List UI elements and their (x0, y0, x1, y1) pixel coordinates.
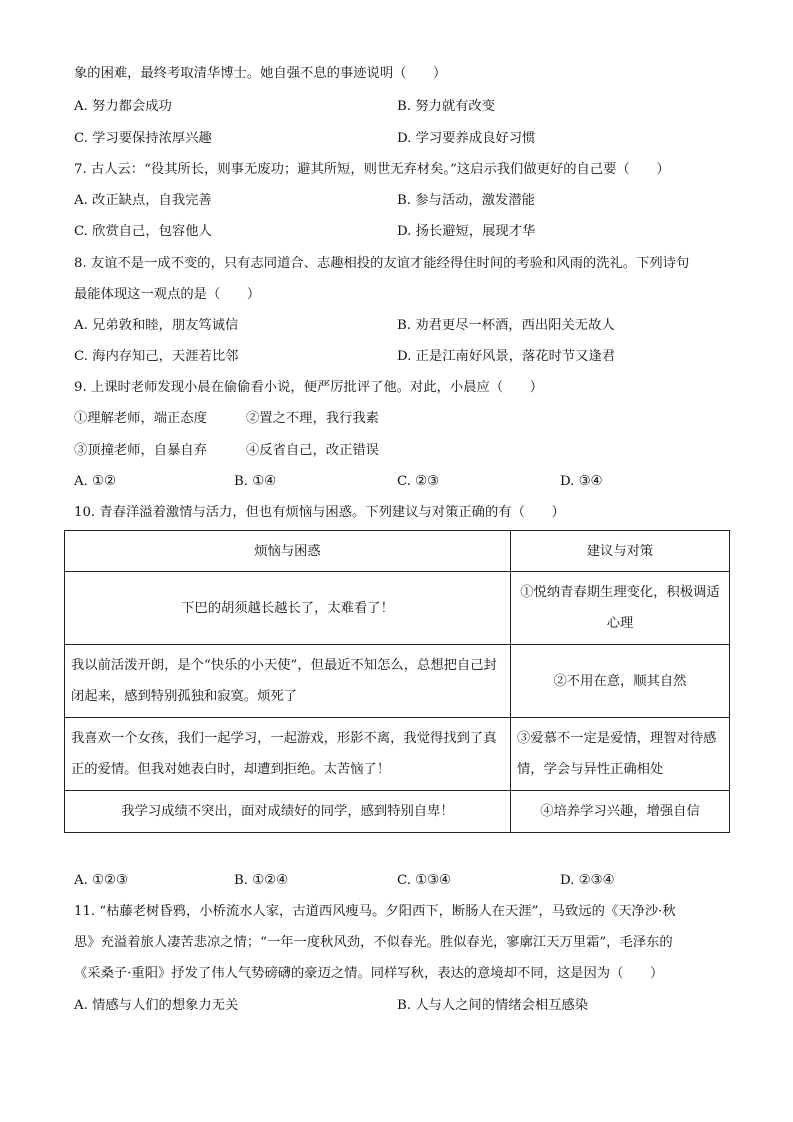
table-cell-trouble: 我学习成绩不突出，面对成绩好的同学，感到特别自卑！ (65, 791, 511, 833)
table-header-row (65, 531, 730, 572)
q8-option-c[interactable]: C. 海内存知己，天涯若比邻 (74, 349, 239, 364)
q8-stem-line1: 8. 友谊不是一成不变的，只有志同道合、志趣相投的友谊才能经得住时间的考验和风雨的洗礼。下列诗句 (74, 256, 690, 271)
q9-option-b[interactable]: B. ①④ (234, 474, 277, 489)
q7-option-c[interactable]: C. 欣赏自己，包容他人 (74, 224, 212, 239)
q8-stem-line2: 最能体现这一观点的是（ ） (74, 287, 261, 302)
q6-stem-line: 象的困难，最终考取清华博士。她自强不息的事迹说明（ ） (74, 66, 447, 81)
table-cell-advice: ③爱慕不一定是爱情，理智对待感情，学会与异性正确相处 (511, 718, 730, 791)
table-cell-trouble: 下巴的胡须越长越长了，太难看了！ (65, 572, 511, 645)
q11-stem-line2: 思》充溢着旅人凄苦悲凉之情；“一年一度秋风劲，不似春光。胜似春光，寥廓江天万里霜”，毛泽东的 (74, 935, 673, 950)
table-cell-advice: ④培养学习兴趣，增强自信 (511, 791, 730, 833)
q8-option-b[interactable]: B. 劝君更尽一杯酒，西出阳关无故人 (397, 318, 615, 333)
q7-stem: 7. 古人云：“役其所长，则事无废功；避其所短，则世无弃材矣。”这启示我们做更好的自己要（ ） (74, 162, 670, 177)
q6-option-a[interactable]: A. 努力都会成功 (74, 99, 172, 114)
q9-item-3: ③顶撞老师，自暴自弃 (74, 443, 207, 458)
table-cell-trouble: 我以前活泼开朗，是个“快乐的小天使”，但最近不知怎么，总想把自己封闭起来，感到特别孤独和寂寞。烦死了 (65, 645, 511, 718)
q9-option-d[interactable]: D. ③④ (560, 474, 603, 489)
q8-option-d[interactable]: D. 正是江南好风景，落花时节又逢君 (397, 349, 616, 364)
q10-stem: 10. 青春洋溢着激情与活力，但也有烦恼与困惑。下列建议与对策正确的有（ ） (74, 505, 565, 520)
q11-option-a[interactable]: A. 情感与人们的想象力无关 (74, 998, 239, 1013)
table-cell-advice: ①悦纳青春期生理变化，积极调适心理 (511, 572, 730, 645)
q10-option-c[interactable]: C. ①③④ (397, 873, 451, 888)
q9-item-2: ②置之不理，我行我素 (246, 411, 379, 426)
q11-stem-line1: 11. “枯藤老树昏鸦，小桥流水人家，古道西风瘦马。夕阳西下，断肠人在天涯”，马致远的《天净沙·秋 (74, 904, 676, 919)
q10-option-a[interactable]: A. ①②③ (74, 873, 128, 888)
q7-option-b[interactable]: B. 参与活动，激发潜能 (397, 193, 535, 208)
q9-item-1: ①理解老师，端正态度 (74, 411, 207, 426)
q6-option-c[interactable]: C. 学习要保持浓厚兴趣 (74, 131, 212, 146)
q8-option-a[interactable]: A. 兄弟敦和睦，朋友笃诚信 (74, 318, 239, 333)
q9-option-a[interactable]: A. ①② (74, 474, 116, 489)
q10-option-b[interactable]: B. ①②④ (234, 873, 288, 888)
q10-table (64, 530, 730, 833)
q11-stem-line3: 《采桑子·重阳》抒发了伟人气势磅礴的豪迈之情。同样写秋，表达的意境却不同，这是因为（ ） (74, 966, 664, 981)
q11-option-b[interactable]: B. 人与人之间的情绪会相互感染 (397, 998, 589, 1013)
q10-option-d[interactable]: D. ②③④ (560, 873, 615, 888)
q9-option-c[interactable]: C. ②③ (397, 474, 439, 489)
table-row (65, 645, 730, 718)
q6-option-d[interactable]: D. 学习要养成良好习惯 (397, 131, 536, 146)
q7-option-d[interactable]: D. 扬长避短，展现才华 (397, 224, 536, 239)
table-header-advice: 建议与对策 (511, 531, 730, 572)
table-row (65, 791, 730, 833)
q7-option-a[interactable]: A. 改正缺点，自我完善 (74, 193, 212, 208)
table-cell-trouble: 我喜欢一个女孩，我们一起学习，一起游戏，形影不离，我觉得找到了真正的爱情。但我对她表白时，却遭到拒绝。太苦恼了！ (65, 718, 511, 791)
table-row (65, 572, 730, 645)
table-row (65, 718, 730, 791)
q6-option-b[interactable]: B. 努力就有改变 (397, 99, 496, 114)
table-header-troubles: 烦恼与困惑 (65, 531, 511, 572)
q9-item-4: ④反省自己，改正错误 (246, 443, 379, 458)
q9-stem: 9. 上课时老师发现小晨在偷偷看小说，便严厉批评了他。对此，小晨应（ ） (74, 380, 544, 395)
table-cell-advice: ②不用在意，顺其自然 (511, 645, 730, 718)
